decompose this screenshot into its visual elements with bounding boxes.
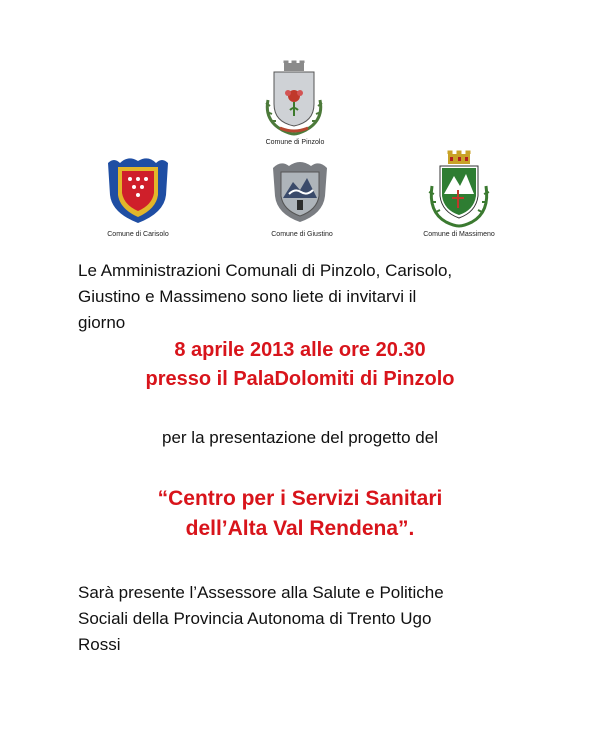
carisolo-crest-icon <box>104 155 172 227</box>
closing-line-3: Rossi <box>78 635 121 654</box>
closing-line-2: Sociali della Provincia Autonoma di Trento Ugo <box>78 609 432 628</box>
project-title-line-2: dell’Alta Val Rendena”. <box>185 517 415 540</box>
massimeno-crest-label: Comune di Massimeno <box>423 231 495 238</box>
presentation-lead: per la presentazione del progetto del <box>162 428 438 447</box>
carisolo-crest-label: Comune di Carisolo <box>107 231 169 238</box>
event-date-time: 8 aprile 2013 alle ore 20.30 <box>174 339 426 361</box>
massimeno-crest-icon <box>424 150 494 230</box>
carisolo-crest <box>104 155 172 227</box>
pinzolo-crest-label: Comune di Pinzolo <box>265 139 325 146</box>
giustino-crest-icon <box>267 158 333 226</box>
pinzolo-crest <box>260 60 328 136</box>
pinzolo-crest-icon <box>260 60 328 136</box>
closing-line-1: Sarà presente l’Assessore alla Salute e Politiche <box>78 583 444 602</box>
project-title-line-1: “Centro per i Servizi Sanitari <box>157 487 443 510</box>
intro-line-1: Le Amministrazioni Comunali di Pinzolo, Carisolo, <box>78 261 453 280</box>
intro-line-3: giorno <box>78 313 126 332</box>
giustino-crest <box>267 158 333 226</box>
massimeno-crest <box>424 150 494 230</box>
giustino-crest-label: Comune di Giustino <box>271 231 333 238</box>
event-venue: presso il PalaDolomiti di Pinzolo <box>145 368 455 390</box>
intro-line-2: Giustino e Massimeno sono liete di invitarvi il <box>78 287 417 306</box>
